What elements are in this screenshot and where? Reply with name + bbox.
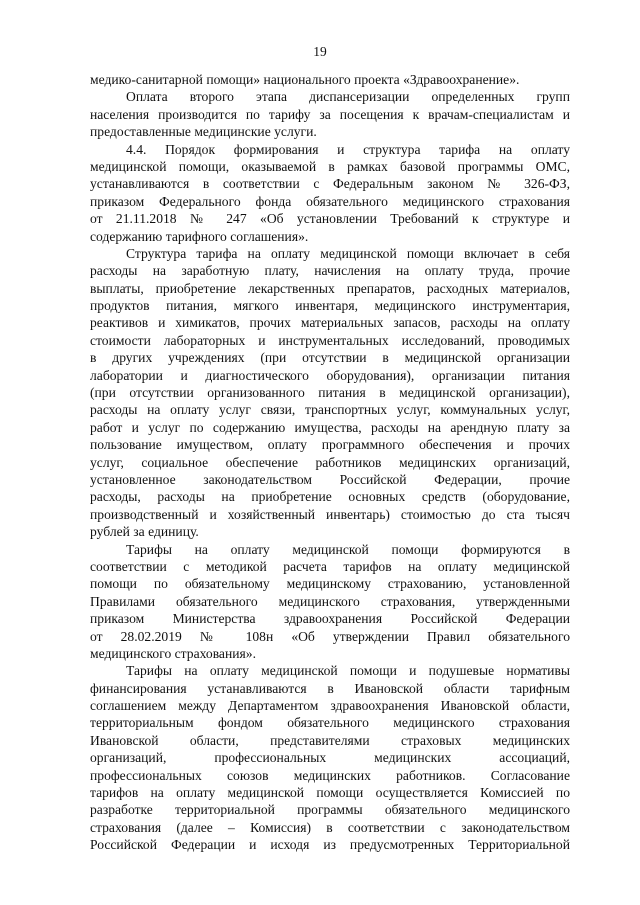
text-line: производственный и хозяйственный инвентарь) стоимостью до ста тысяч <box>90 506 570 522</box>
text-line: территориальным фондом обязательного медицинского страхования <box>90 715 570 731</box>
text-line: рублей за единицу. <box>90 524 199 540</box>
text-line: профессиональных союзов медицинских работников. Согласование <box>90 767 570 783</box>
text-line: установленное законодательством Российской Федерации, прочие <box>90 471 570 487</box>
text-line: предоставленные медицинские услуги. <box>90 124 317 140</box>
text-line: Оплата второго этапа диспансеризации определенных групп <box>126 89 570 105</box>
text-line: помощи по обязательному медицинскому страхованию, установленной <box>90 576 570 592</box>
text-line: расходы на заработную плату, начисления на оплату труда, прочие <box>90 263 570 279</box>
text-line: (при отсутствии организованного питания в медицинской организации), <box>90 385 570 401</box>
text-line: приказом Федерального фонда обязательного медицинского страхования <box>90 193 570 209</box>
page-number: 19 <box>313 44 327 59</box>
text-line: пользование имуществом, оплату программного обеспечения и прочих <box>90 437 570 453</box>
text-line: устанавливаются в соответствии с Федеральным законом № 326-ФЗ, <box>90 176 570 192</box>
text-line: соответствии с методикой расчета тарифов на оплату медицинской <box>90 558 570 574</box>
text-line: 4.4. Порядок формирования и структура тарифа на оплату <box>126 141 570 157</box>
text-line: соглашением между Департаментом здравоохранения Ивановской области, <box>90 698 570 714</box>
text-line: разработке территориальной программы обязательного медицинского <box>90 802 570 818</box>
text-line: Ивановской области, представителями страховых медицинских <box>90 732 570 748</box>
text-line: лаборатории и диагностического оборудования), организации питания <box>90 367 570 383</box>
text-line: приказом Министерства здравоохранения Российской Федерации <box>90 611 570 627</box>
text-line: организаций, профессиональных медицинских ассоциаций, <box>90 750 570 766</box>
text-line: Правилами обязательного медицинского страхования, утвержденными <box>90 593 570 609</box>
text-line: выплаты, приобретение лекарственных препаратов, расходных материалов, <box>90 280 570 296</box>
text-line: реактивов и химикатов, прочих материальных запасов, расходы на оплату <box>90 315 570 331</box>
text-line: от 28.02.2019 № 108н «Об утверждении Правил обязательного <box>90 628 570 644</box>
text-line: тарифов на оплату медицинской помощи осуществляется Комиссией по <box>90 785 570 801</box>
text-line: Тарифы на оплату медицинской помощи формируются в <box>126 541 570 557</box>
text-line: продуктов питания, мягкого инвентаря, медицинского инструментария, <box>90 298 570 314</box>
text-line: расходы, расходы на приобретение основных средств (оборудование, <box>90 489 570 505</box>
text-line: содержанию тарифного соглашения». <box>90 228 309 244</box>
text-line: медицинской помощи, оказываемой в рамках базовой программы ОМС, <box>90 158 570 174</box>
text-line: стоимости лабораторных и инструментальных исследований, проводимых <box>90 332 570 348</box>
text-line: медико-санитарной помощи» национального проекта «Здравоохранение». <box>90 72 520 87</box>
text-line: Структура тарифа на оплату медицинской помощи включает в себя <box>126 245 570 261</box>
text-line: услуг, социальное обеспечение работников медицинских организаций, <box>90 454 570 470</box>
text-line: населения производится по тарифу за посещения к врачам-специалистам и <box>90 106 570 122</box>
body-text <box>90 71 570 854</box>
text-line: страхования (далее – Комиссия) в соответствии с законодательством <box>90 819 570 835</box>
text-line: медицинского страхования». <box>90 645 256 661</box>
text-line: от 21.11.2018 № 247 «Об установлении Требований к структуре и <box>90 211 570 227</box>
text-line: работ и услуг по содержанию имущества, расходы на арендную плату за <box>90 419 570 435</box>
text-line: Тарифы на оплату медицинской помощи и подушевые нормативы <box>126 663 570 679</box>
text-line: расходы на оплату услуг связи, транспортных услуг, коммунальных услуг, <box>90 402 570 418</box>
text-line: в других учреждениях (при отсутствии в медицинской организации <box>90 350 570 366</box>
text-line: Российской Федерации и исходя из предусмотренных Территориальной <box>90 837 570 853</box>
text-line: финансирования устанавливаются в Ивановской области тарифным <box>90 680 570 696</box>
